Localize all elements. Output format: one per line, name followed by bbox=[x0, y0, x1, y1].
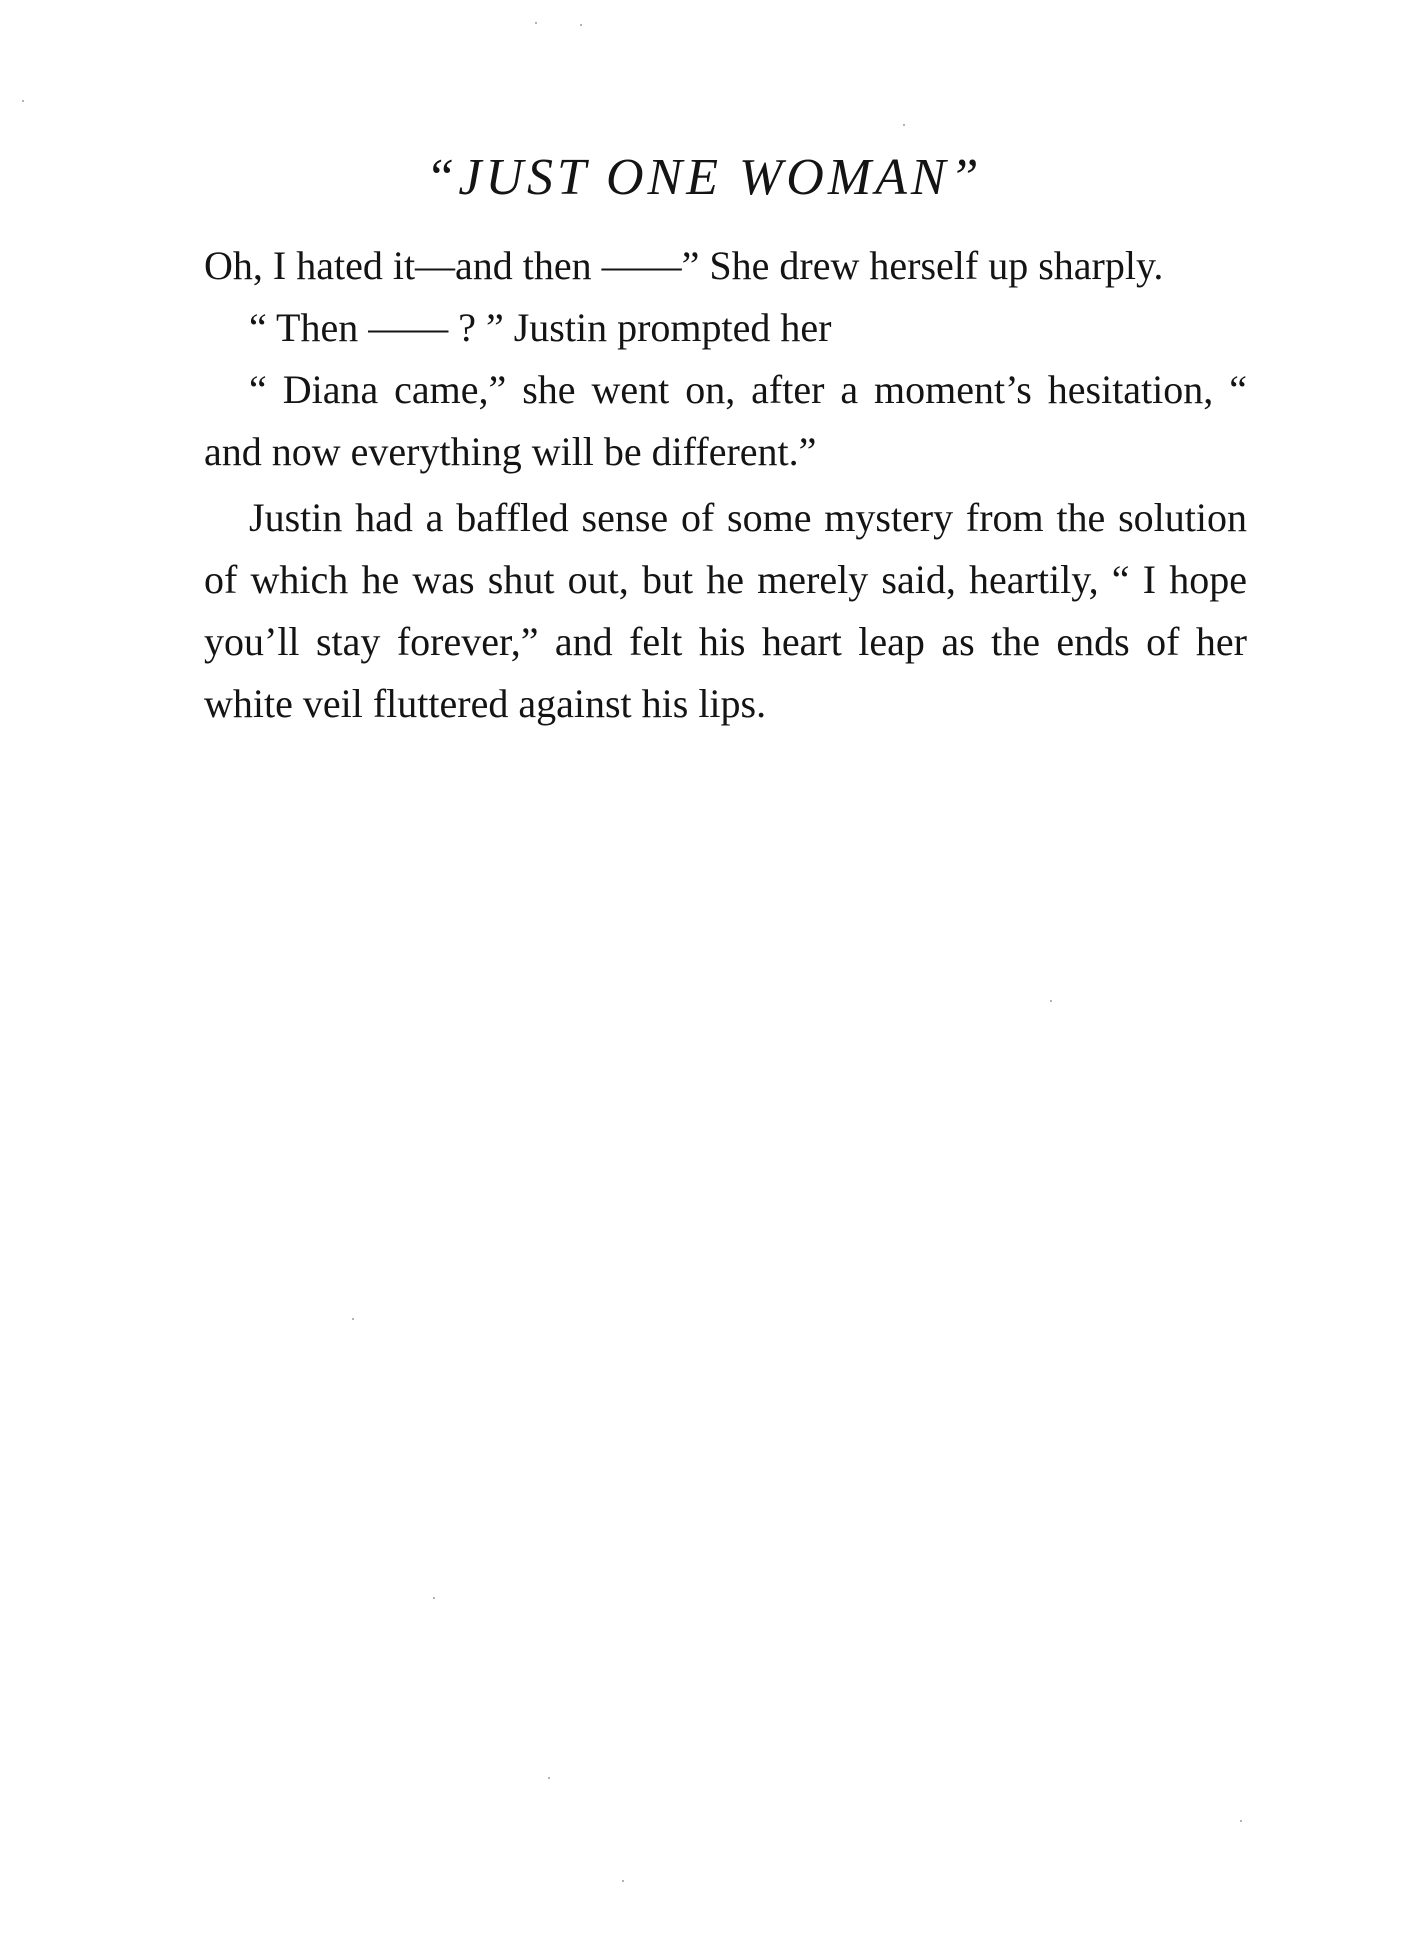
paper-speck bbox=[535, 22, 537, 24]
paper-speck bbox=[1240, 1820, 1242, 1822]
running-head: “JUST ONE WOMAN” bbox=[425, 149, 983, 206]
paper-speck bbox=[22, 100, 24, 102]
paragraph-justin-baffled: Justin had a baffled sense of some mystery from the solution of which he was shut out, but he merely said, heartily, “ I hope you’ll stay forever,” and felt his heart leap as the ends of her white veil fluttered against his lips. bbox=[204, 495, 1247, 726]
paragraph-diana-came: “ Diana came,” she went on, after a moment’s hesitation, “ and now everything will be different.” bbox=[204, 367, 1247, 474]
paragraph-continuation: Oh, I hated it—and then ——” She drew herself up sharply. bbox=[204, 243, 1164, 288]
body-text bbox=[204, 235, 1247, 735]
paper-speck bbox=[548, 1777, 550, 1779]
paragraph-then-prompt: “ Then —— ? ” Justin prompted her bbox=[249, 305, 832, 350]
paper-speck bbox=[903, 124, 905, 126]
paper-speck bbox=[433, 1597, 435, 1599]
paper-speck bbox=[352, 1318, 354, 1320]
paper-speck bbox=[580, 24, 582, 26]
paper-speck bbox=[622, 1880, 624, 1882]
paper-speck bbox=[1050, 1000, 1052, 1002]
